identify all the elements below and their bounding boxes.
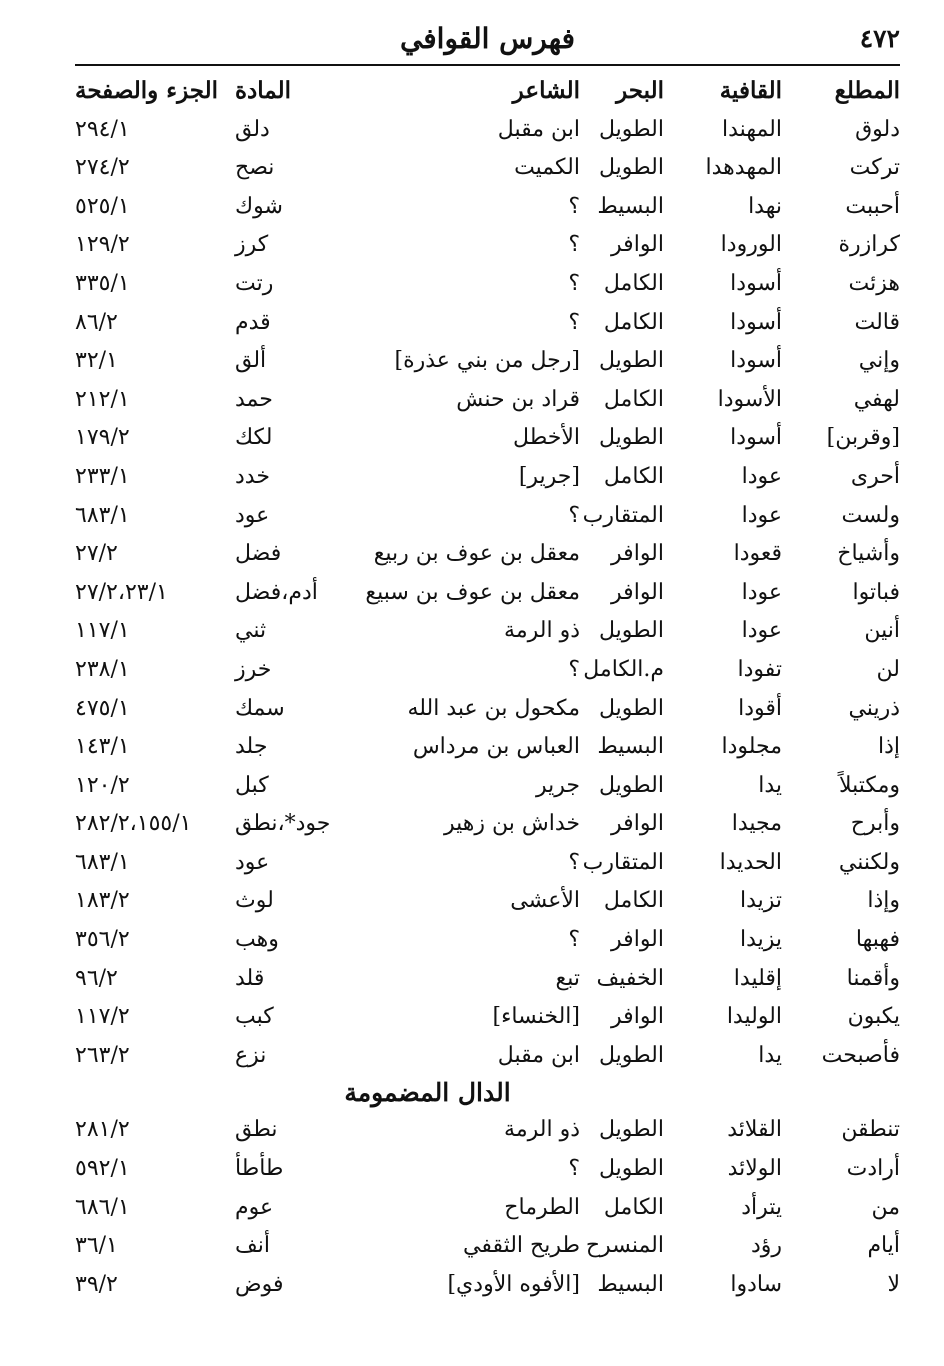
meter-cell: الخفيف — [596, 965, 664, 991]
poet-cell: ؟ — [568, 502, 580, 528]
poet-cell: [الخنساء] — [492, 1004, 580, 1030]
table-row — [75, 1037, 900, 1076]
poet-cell: ابن مقبل — [497, 1042, 580, 1068]
poet-cell: [رجل من بني عذرة] — [394, 348, 580, 374]
column-header-meter: البحر — [616, 77, 664, 104]
poet-cell: ؟ — [568, 309, 580, 335]
opening-cell: [وقربن] — [826, 425, 900, 451]
table-row — [75, 111, 900, 150]
poet-cell: معقل بن عوف بن سبيع — [365, 579, 580, 605]
root-cell: طأطأ — [235, 1156, 284, 1182]
meter-cell: الوافر — [611, 579, 664, 605]
opening-cell: فباتوا — [852, 579, 900, 605]
root-cell: ثني — [235, 618, 267, 644]
volume-page-cell: ٥٢٥/١ — [75, 193, 130, 219]
rhyme-cell: قعودا — [733, 541, 782, 567]
meter-cell: الطويل — [598, 1042, 664, 1068]
rhyme-cell: مجيدا — [731, 811, 782, 837]
rhyme-cell: الوليدا — [726, 1004, 782, 1030]
root-cell: رتت — [235, 270, 274, 296]
volume-page-cell: ٢٧/٢ — [75, 541, 118, 567]
rhyme-cell: الورودا — [720, 232, 782, 258]
root-cell: كرز — [235, 232, 269, 258]
volume-page-cell: ٢٩٤/١ — [75, 116, 130, 142]
rhyme-cell: يدا — [758, 772, 782, 798]
volume-page-cell: ٢١٢/١ — [75, 386, 130, 412]
rhyme-cell: أسودا — [730, 270, 782, 296]
volume-page-cell: ٢٧٤/٢ — [75, 155, 130, 181]
poet-cell: ؟ — [568, 927, 580, 953]
root-cell: عوم — [235, 1194, 274, 1220]
table-row — [75, 1111, 900, 1150]
meter-cell: الوافر — [611, 232, 664, 258]
root-cell: سمك — [235, 695, 285, 721]
opening-cell: وأقمنا — [846, 965, 900, 991]
poet-cell: ذو الرمة — [504, 1117, 580, 1143]
rhyme-cell: نهدا — [748, 193, 782, 219]
table-row — [75, 1189, 900, 1228]
rhyme-cell: يترأد — [741, 1194, 782, 1220]
opening-cell: أيام — [867, 1233, 900, 1259]
rhyme-cell: أسودا — [730, 348, 782, 374]
column-header-opening: المطلع — [834, 77, 900, 104]
root-cell: كبب — [235, 1004, 274, 1030]
rhyme-cell: أسودا — [730, 425, 782, 451]
table-row — [75, 882, 900, 921]
meter-cell: الكامل — [603, 888, 664, 914]
table-row — [75, 226, 900, 265]
opening-cell: ولست — [841, 502, 900, 528]
opening-cell: إذا — [877, 734, 900, 760]
volume-page-cell: ٢٧/٢،٢٣/١ — [75, 579, 168, 605]
volume-page-cell: ٨٦/٢ — [75, 309, 118, 335]
table-row — [75, 265, 900, 304]
poet-cell: الكميت — [514, 155, 580, 181]
rhyme-cell: يدا — [758, 1042, 782, 1068]
opening-cell: قالت — [854, 309, 900, 335]
table-row — [75, 304, 900, 343]
table-row — [75, 960, 900, 999]
volume-page-cell: ١٨٣/٢ — [75, 888, 130, 914]
root-cell: ألق — [235, 348, 267, 374]
root-cell: قدم — [235, 309, 271, 335]
meter-cell: الطويل — [598, 772, 664, 798]
rhyme-cell: تفودا — [737, 656, 782, 682]
table-row — [75, 342, 900, 381]
rhyme-cell: تزيدا — [739, 888, 782, 914]
poet-cell: مكحول بن عبد الله — [407, 695, 580, 721]
poet-cell: جرير — [536, 772, 580, 798]
volume-page-cell: ١٢٩/٢ — [75, 232, 130, 258]
rhyme-cell: القلائد — [727, 1117, 782, 1143]
volume-page-cell: ٥٩٢/١ — [75, 1156, 130, 1182]
poet-cell: خداش بن زهير — [444, 811, 580, 837]
rhyme-cell: الحديدا — [719, 849, 782, 875]
root-cell: جود*،نطق — [235, 811, 331, 837]
section-title: الدال المضمومة — [344, 1078, 511, 1108]
meter-cell: الطويل — [598, 425, 664, 451]
root-cell: خرز — [235, 656, 272, 682]
volume-page-cell: ٢٦٣/٢ — [75, 1042, 130, 1068]
root-cell: أنف — [235, 1233, 271, 1259]
opening-cell: يكبون — [847, 1004, 900, 1030]
opening-cell: لن — [876, 656, 900, 682]
header-rule — [75, 64, 900, 66]
rhyme-cell: المهندا — [722, 116, 782, 142]
column-header-poet: الشاعر — [512, 77, 580, 104]
page-header — [75, 18, 900, 66]
meter-cell: الطويل — [598, 695, 664, 721]
meter-cell: الطويل — [598, 1117, 664, 1143]
root-cell: دلق — [235, 116, 270, 142]
volume-page-cell: ٦٨٦/١ — [75, 1194, 130, 1220]
opening-cell: وإني — [858, 348, 900, 374]
rhyme-cell: عودا — [741, 618, 782, 644]
opening-cell: ذريني — [848, 695, 900, 721]
opening-cell: تركت — [849, 155, 900, 181]
opening-cell: أنين — [864, 618, 900, 644]
opening-cell: هزئت — [848, 270, 900, 296]
poet-cell: قراد بن حنش — [456, 386, 580, 412]
meter-cell: الوافر — [611, 811, 664, 837]
meter-cell: الطويل — [598, 116, 664, 142]
table-row — [75, 1266, 900, 1305]
meter-cell: الطويل — [598, 1156, 664, 1182]
meter-cell: المتقارب — [582, 502, 664, 528]
meter-cell: الوافر — [611, 927, 664, 953]
rhyme-cell: أسودا — [730, 309, 782, 335]
root-cell: خدد — [235, 463, 270, 489]
column-header-rhyme: القافية — [719, 77, 782, 104]
rhyme-cell: مجلودا — [721, 734, 782, 760]
root-cell: جلد — [235, 734, 268, 760]
root-cell: نزع — [235, 1042, 267, 1068]
volume-page-cell: ٣٩/٢ — [75, 1271, 118, 1297]
column-header-root: المادة — [235, 77, 291, 104]
table-row — [75, 998, 900, 1037]
volume-page-cell: ٣٢/١ — [75, 348, 118, 374]
poet-cell: ؟ — [568, 270, 580, 296]
volume-page-cell: ٢٣٣/١ — [75, 463, 130, 489]
volume-page-cell: ١١٧/١ — [75, 618, 130, 644]
root-cell: حمد — [235, 386, 273, 412]
root-cell: نطق — [235, 1117, 278, 1143]
rhyme-cell: يزيدا — [739, 927, 782, 953]
meter-cell: الكامل — [603, 270, 664, 296]
root-cell: شوك — [235, 193, 283, 219]
table-row — [75, 728, 900, 767]
table-row — [75, 535, 900, 574]
page-title: فهرس القوافي — [399, 22, 576, 55]
poet-cell: طريح الثقفي — [462, 1233, 580, 1259]
table-row — [75, 419, 900, 458]
root-cell: أدم،فضل — [235, 579, 318, 605]
poet-cell: معقل بن عوف بن ربيع — [373, 541, 580, 567]
volume-page-cell: ١١٧/٢ — [75, 1004, 130, 1030]
poet-cell: ؟ — [568, 232, 580, 258]
volume-page-cell: ٢٨٢/٢،١٥٥/١ — [75, 811, 192, 837]
rhyme-index-table — [75, 72, 900, 1304]
opening-cell: تنطقن — [841, 1117, 900, 1143]
volume-page-cell: ٢٨١/٢ — [75, 1117, 130, 1143]
rhyme-cell: رؤد — [750, 1233, 782, 1259]
poet-cell: [الأفوه الأودي] — [447, 1271, 580, 1297]
root-cell: عود — [235, 502, 270, 528]
table-row — [75, 805, 900, 844]
opening-cell: ولكنني — [838, 849, 900, 875]
rhyme-cell: الأسودا — [717, 386, 782, 412]
opening-cell: لهفي — [853, 386, 900, 412]
rhyme-cell: عودا — [741, 463, 782, 489]
table-row — [75, 458, 900, 497]
table-row — [75, 1227, 900, 1266]
root-cell: نصح — [235, 155, 275, 181]
meter-cell: البسيط — [597, 1271, 664, 1297]
table-row — [75, 149, 900, 188]
opening-cell: وأشياخ — [837, 541, 900, 567]
poet-cell: ابن مقبل — [497, 116, 580, 142]
rhyme-cell: سادوا — [730, 1271, 782, 1297]
root-cell: لكك — [235, 425, 273, 451]
meter-cell: البسيط — [597, 193, 664, 219]
volume-page-cell: ٩٦/٢ — [75, 965, 118, 991]
opening-cell: دلوق — [855, 116, 900, 142]
opening-cell: لا — [887, 1271, 900, 1297]
opening-cell: ومكتبلاً — [839, 772, 900, 798]
table-row — [75, 767, 900, 806]
meter-cell: الوافر — [611, 1004, 664, 1030]
rhyme-cell: المهدهدا — [705, 155, 782, 181]
meter-cell: الكامل — [603, 1194, 664, 1220]
opening-cell: فهبها — [855, 927, 900, 953]
meter-cell: البسيط — [597, 734, 664, 760]
root-cell: لوث — [235, 888, 274, 914]
table-row — [75, 651, 900, 690]
meter-cell: الكامل — [603, 463, 664, 489]
rhyme-cell: عودا — [741, 502, 782, 528]
rhyme-cell: الولائد — [727, 1156, 782, 1182]
root-cell: وهب — [235, 927, 279, 953]
poet-cell: ؟ — [568, 1156, 580, 1182]
rhyme-cell: إقليدا — [733, 965, 782, 991]
root-cell: كبل — [235, 772, 269, 798]
meter-cell: الكامل — [603, 386, 664, 412]
rhyme-cell: أقودا — [738, 695, 782, 721]
meter-cell: م.الكامل — [583, 656, 664, 682]
opening-cell: أرادت — [846, 1156, 900, 1182]
opening-cell: أحببت — [845, 193, 900, 219]
volume-page-cell: ٣٦/١ — [75, 1233, 118, 1259]
root-cell: فوض — [235, 1271, 284, 1297]
column-header-volume-page: الجزء والصفحة — [75, 77, 219, 104]
poet-cell: الأخطل — [513, 425, 580, 451]
opening-cell: أحرى — [850, 463, 900, 489]
volume-page-cell: ٣٣٥/١ — [75, 270, 130, 296]
poet-cell: الأعشى — [510, 888, 580, 914]
volume-page-cell: ٦٨٣/١ — [75, 849, 130, 875]
volume-page-cell: ٤٧٥/١ — [75, 695, 130, 721]
table-row — [75, 574, 900, 613]
poet-cell: ؟ — [568, 193, 580, 219]
table-row — [75, 612, 900, 651]
root-cell: فضل — [235, 541, 282, 567]
opening-cell: من — [871, 1194, 900, 1220]
table-row — [75, 1150, 900, 1189]
meter-cell: المنسرح — [585, 1233, 664, 1259]
rhyme-cell: عودا — [741, 579, 782, 605]
meter-cell: الطويل — [598, 155, 664, 181]
table-row — [75, 844, 900, 883]
volume-page-cell: ١٤٣/١ — [75, 734, 130, 760]
poet-cell: الطرماح — [504, 1194, 580, 1220]
meter-cell: المتقارب — [582, 849, 664, 875]
table-row — [75, 921, 900, 960]
volume-page-cell: ٣٥٦/٢ — [75, 927, 130, 953]
poet-cell: ؟ — [568, 849, 580, 875]
poet-cell: [جرير] — [518, 463, 580, 489]
table-header-row — [75, 72, 900, 111]
root-cell: قلد — [235, 965, 265, 991]
poet-cell: تبع — [555, 965, 580, 991]
volume-page-cell: ١٢٠/٢ — [75, 772, 130, 798]
page-number: ٤٧٢ — [859, 24, 900, 53]
table-body-damma — [75, 1111, 900, 1304]
volume-page-cell: ١٧٩/٢ — [75, 425, 130, 451]
opening-cell: وإذا — [867, 888, 900, 914]
meter-cell: الطويل — [598, 618, 664, 644]
volume-page-cell: ٢٣٨/١ — [75, 656, 130, 682]
volume-page-cell: ٦٨٣/١ — [75, 502, 130, 528]
poet-cell: ؟ — [568, 656, 580, 682]
table-row — [75, 497, 900, 536]
poet-cell: ذو الرمة — [504, 618, 580, 644]
meter-cell: الطويل — [598, 348, 664, 374]
table-body-fatha — [75, 111, 900, 1076]
opening-cell: كرازرة — [838, 232, 900, 258]
table-row — [75, 690, 900, 729]
table-row — [75, 188, 900, 227]
poet-cell: العباس بن مرداس — [412, 734, 580, 760]
opening-cell: فأصبحت — [821, 1042, 900, 1068]
root-cell: عود — [235, 849, 270, 875]
opening-cell: وأبرح — [850, 811, 900, 837]
meter-cell: الوافر — [611, 541, 664, 567]
meter-cell: الكامل — [603, 309, 664, 335]
table-row — [75, 381, 900, 420]
